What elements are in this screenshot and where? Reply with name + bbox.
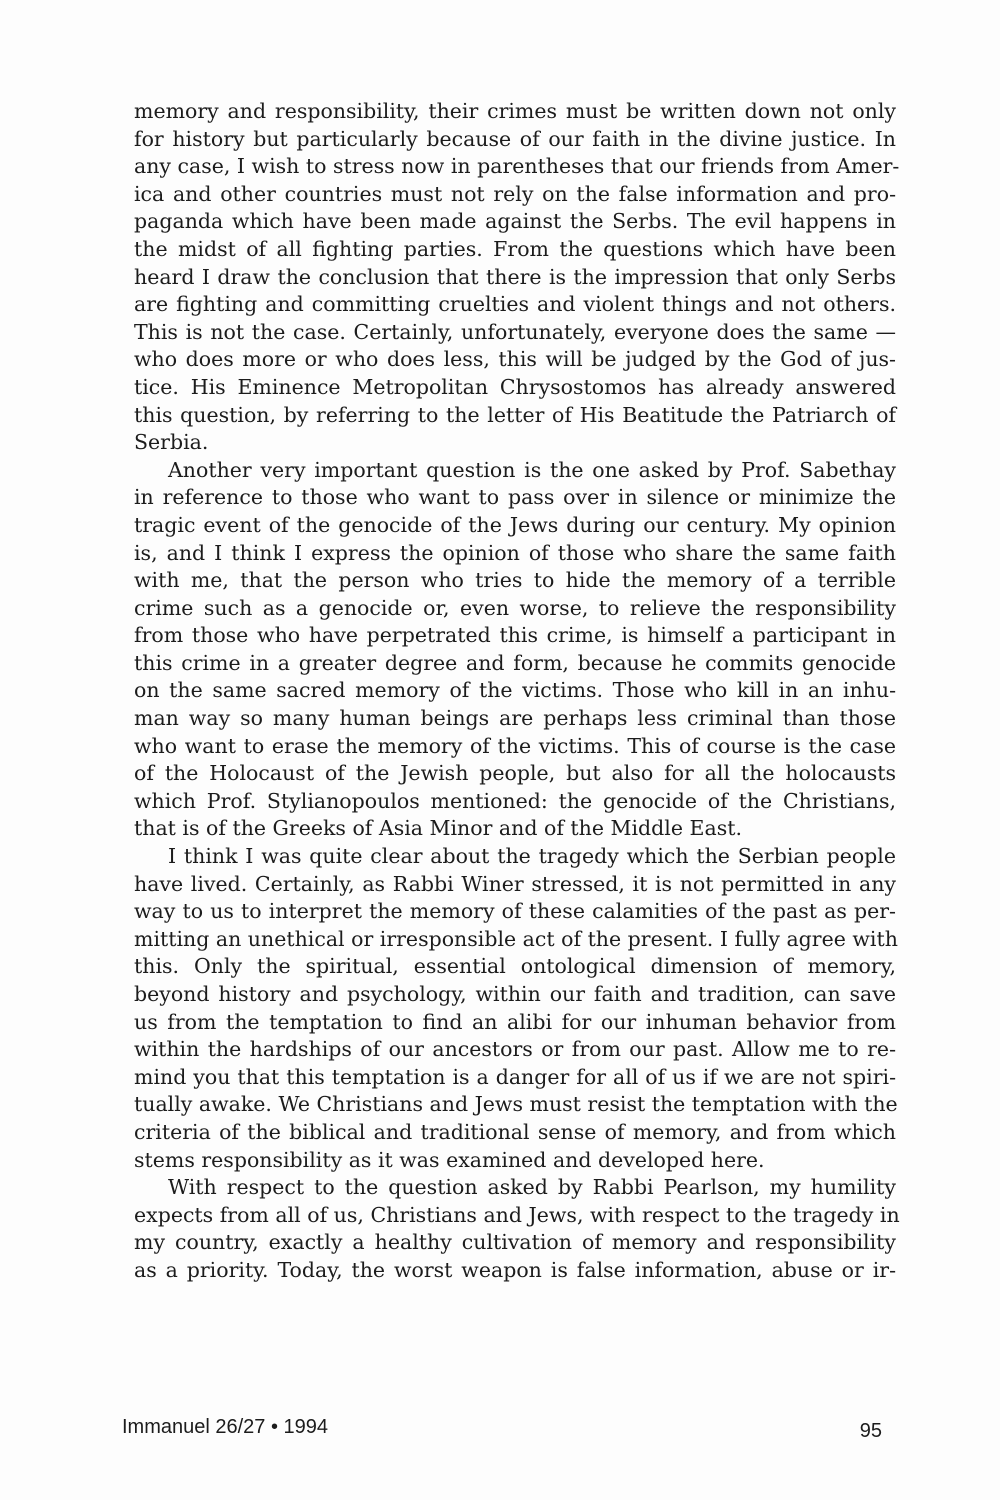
text-line: way to us to interpret the memory of these calamities of the past as per- bbox=[134, 899, 896, 924]
text-line: criteria of the biblical and traditional sense of memory, and from which bbox=[134, 1119, 896, 1144]
text-line: This is not the case. Certainly, unfortunately, everyone does the same — bbox=[134, 319, 896, 344]
text-line: stems responsibility as it was examined and developed here. bbox=[134, 1147, 765, 1172]
text-line: have lived. Certainly, as Rabbi Winer stressed, it is not permitted in any bbox=[134, 871, 896, 896]
text-line: crime such as a genocide or, even worse, to relieve the responsibility bbox=[134, 595, 896, 620]
text-line: any case, I wish to stress now in parentheses that our friends from Amer- bbox=[134, 154, 900, 179]
text-line: this question, by referring to the letter of His Beatitude the Patriarch of bbox=[134, 402, 896, 427]
text-line: my country, exactly a healthy cultivation of memory and responsibility bbox=[134, 1230, 896, 1255]
text-line: that is of the Greeks of Asia Minor and of the Middle East. bbox=[134, 816, 742, 841]
text-line: I think I was quite clear about the tragedy which the Serbian people bbox=[168, 844, 896, 869]
text-line: mitting an unethical or irresponsible act of the present. I fully agree with bbox=[134, 926, 898, 951]
text-line: us from the temptation to find an alibi for our inhuman behavior from bbox=[134, 1009, 896, 1034]
text-line: beyond history and psychology, within our faith and tradition, can save bbox=[134, 982, 896, 1006]
text-line: who does more or who does less, this will be judged by the God of jus- bbox=[134, 347, 896, 372]
text-line: who want to erase the memory of the victims. This of course is the case bbox=[134, 733, 896, 758]
text-line: tually awake. We Christians and Jews must resist the temptation with the bbox=[134, 1092, 898, 1117]
text-line: man way so many human beings are perhaps less criminal than those bbox=[134, 706, 896, 731]
text-line: as a priority. Today, the worst weapon is false information, abuse or ir- bbox=[134, 1257, 896, 1282]
page-footer bbox=[122, 1416, 882, 1446]
text-line: which Prof. Stylianopoulos mentioned: the genocide of the Christians, bbox=[134, 788, 896, 813]
text-line: Serbia. bbox=[134, 430, 209, 455]
text-line: tragic event of the genocide of the Jews during our century. My opinion bbox=[134, 512, 896, 537]
text-line: mind you that this temptation is a danger for all of us if we are not spiri- bbox=[134, 1064, 896, 1089]
text-line: this crime in a greater degree and form, because he commits genocide bbox=[134, 650, 896, 675]
text-line: heard I draw the conclusion that there is the impression that only Serbs bbox=[134, 264, 896, 289]
text-line: this. Only the spiritual, essential ontological dimension of memory, bbox=[134, 954, 896, 979]
text-line: memory and responsibility, their crimes must be written down not only bbox=[134, 99, 896, 123]
text-line: of the Holocaust of the Jewish people, but also for all the holocausts bbox=[134, 761, 896, 786]
text-line: tice. His Eminence Metropolitan Chrysostomos has already answered bbox=[134, 374, 896, 399]
text-line: With respect to the question asked by Rabbi Pearlson, my humility bbox=[168, 1175, 896, 1200]
text-line: from those who have perpetrated this crime, is himself a participant in bbox=[134, 623, 896, 648]
text-line: on the same sacred memory of the victims. Those who kill in an inhu- bbox=[134, 678, 896, 703]
text-line: are fighting and committing cruelties and violent things and not others. bbox=[134, 292, 896, 317]
page-number: 95 bbox=[859, 1420, 882, 1442]
text-line: the midst of all fighting parties. From the questions which have been bbox=[134, 236, 896, 261]
body-text bbox=[134, 98, 900, 1285]
text-line: within the hardships of our ancestors or from our past. Allow me to re- bbox=[134, 1037, 896, 1062]
text-line: ica and other countries must not rely on the false information and pro- bbox=[134, 181, 896, 206]
text-line: expects from all of us, Christians and Jews, with respect to the tragedy in bbox=[134, 1202, 900, 1227]
text-line: Another very important question is the one asked by Prof. Sabethay bbox=[168, 457, 896, 482]
journal-citation: Immanuel 26/27 • 1994 bbox=[122, 1416, 329, 1438]
text-line: in reference to those who want to pass over in silence or minimize the bbox=[134, 485, 896, 510]
text-line: with me, that the person who tries to hide the memory of a terrible bbox=[134, 568, 896, 593]
text-line: for history but particularly because of our faith in the divine justice. In bbox=[134, 126, 896, 151]
text-line: is, and I think I express the opinion of those who share the same faith bbox=[134, 540, 896, 565]
text-line: paganda which have been made against the Serbs. The evil happens in bbox=[134, 209, 896, 234]
